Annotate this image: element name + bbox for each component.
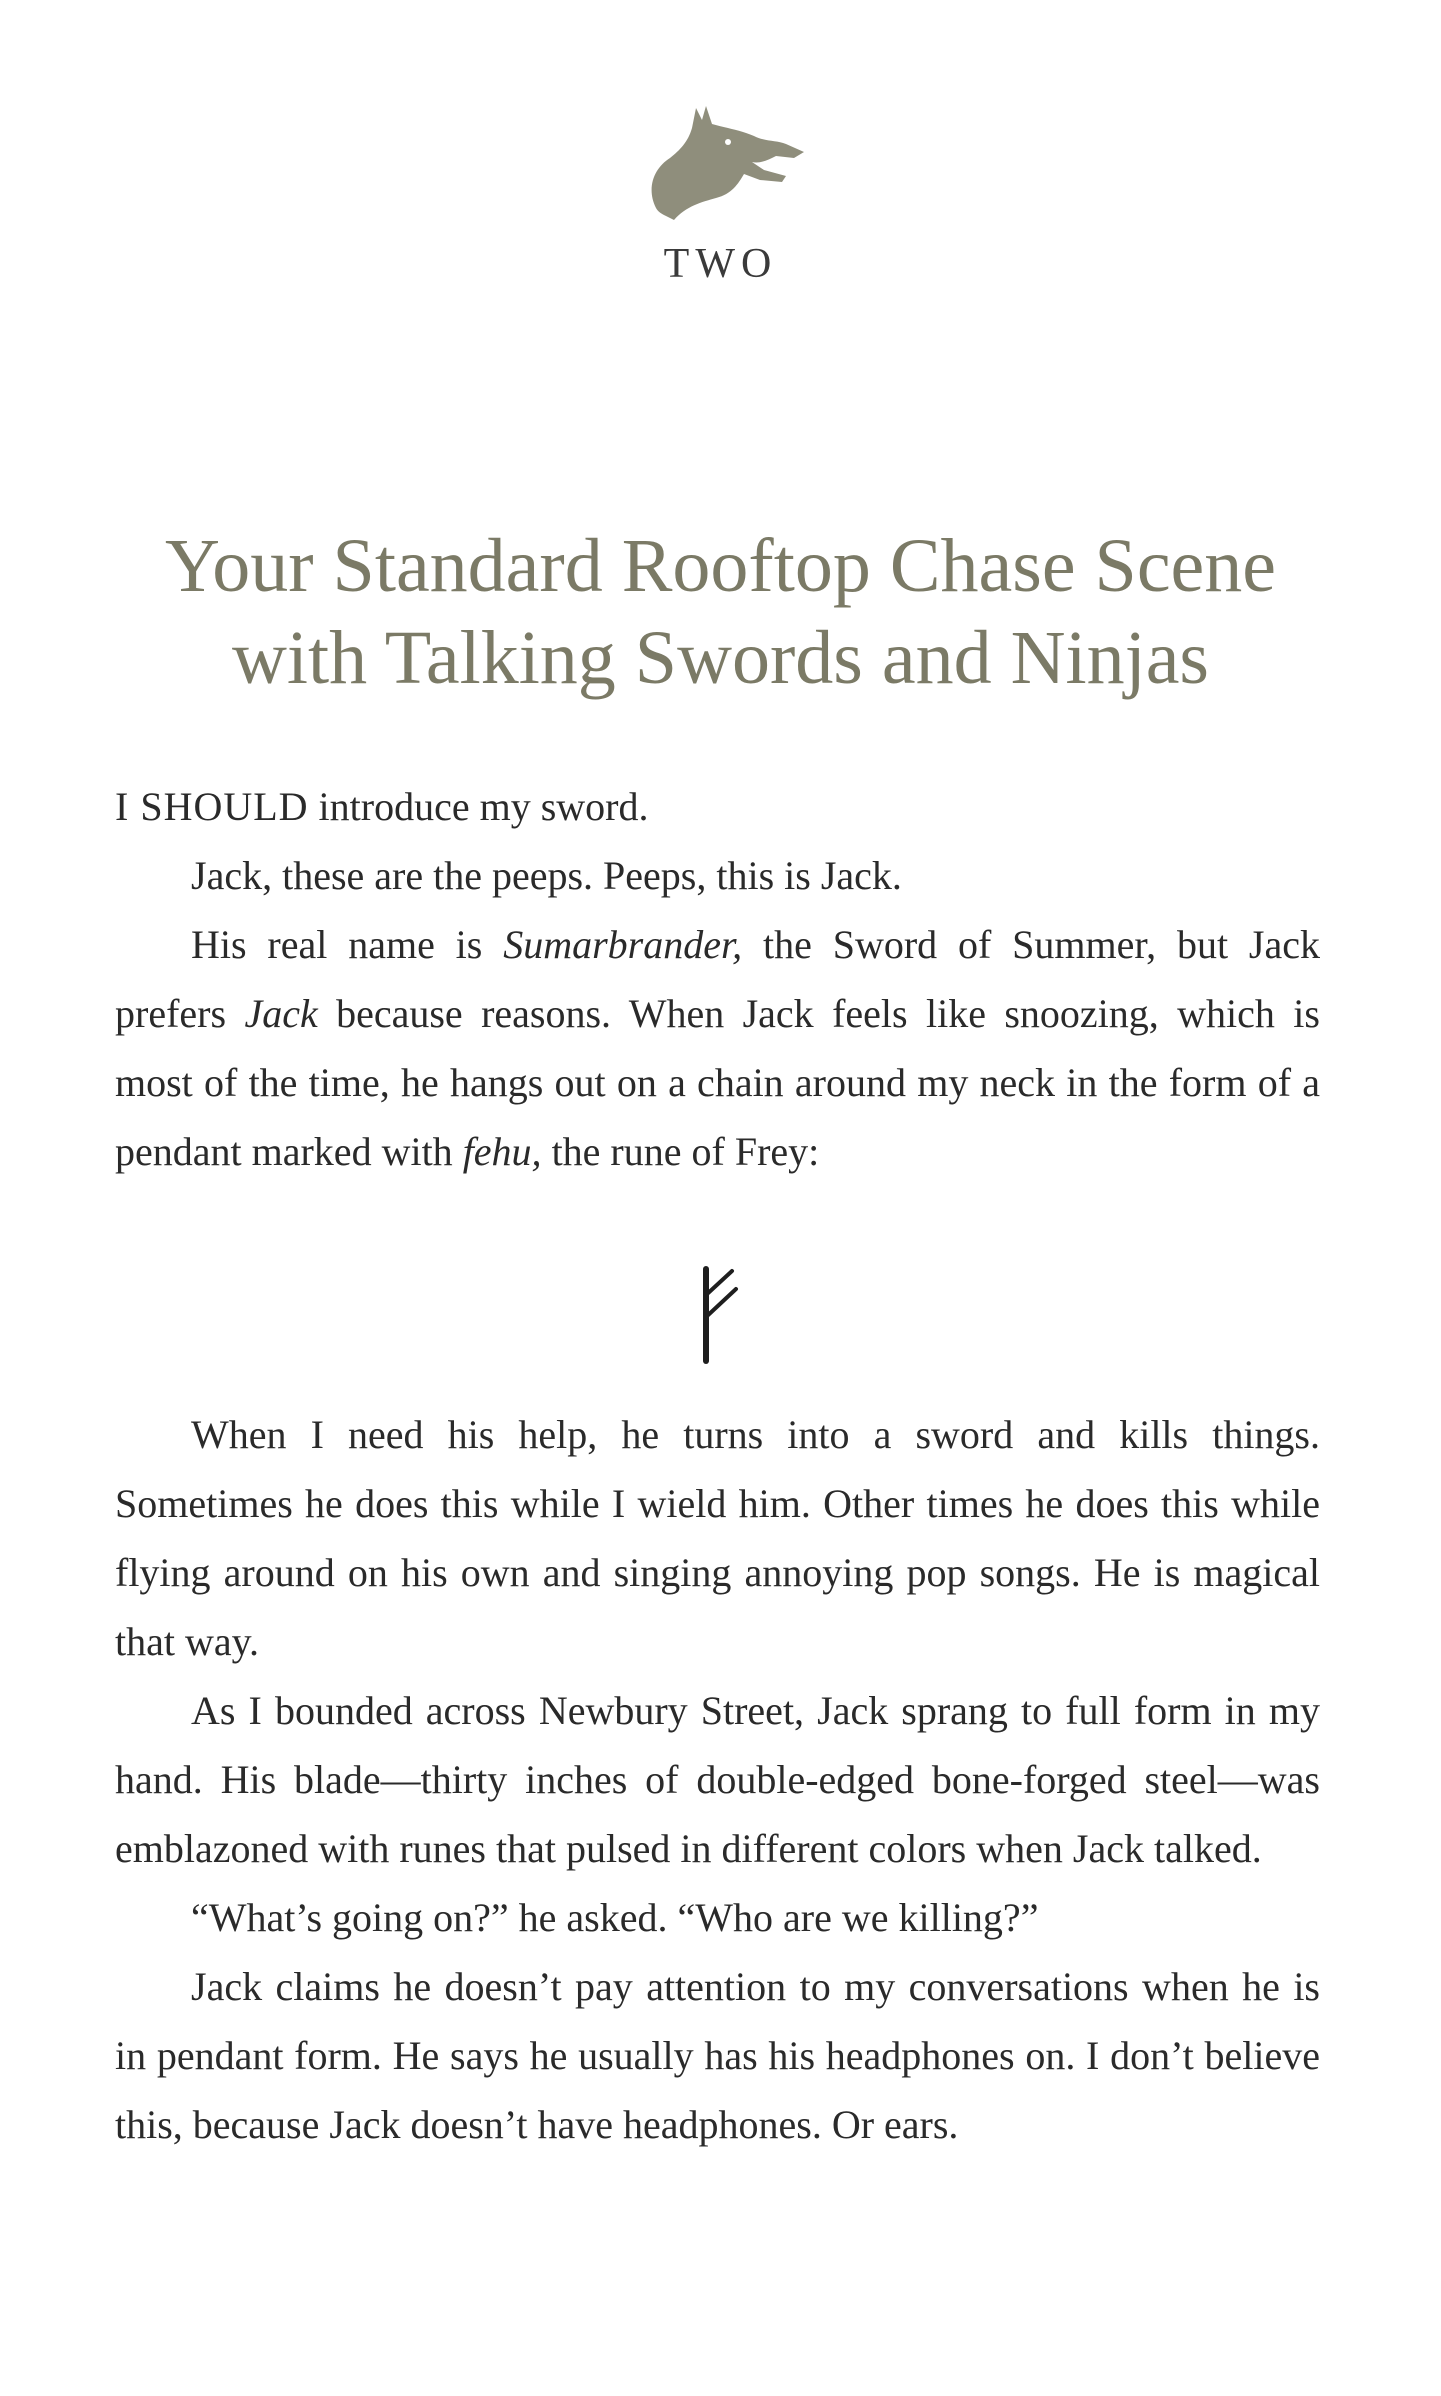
chapter-number: TWO (663, 241, 778, 287)
chapter-title (100, 520, 1341, 704)
paragraph: Jack, these are the peeps. Peeps, this is Jack. (191, 853, 902, 898)
body-text-after-rune (115, 1400, 1320, 2159)
paragraph: “What’s going on?” he asked. “Who are we killing?” (191, 1895, 1039, 1940)
body-text-before-rune (115, 772, 1320, 1186)
chapter-title-line-2: with Talking Swords and Ninjas (231, 616, 1209, 700)
paragraph: When I need his help, he turns into a sword and kills things. Sometimes he does this while I wield him. Other times he does this while flying around on his own and singing annoying pop songs. He is magical that way. (115, 1412, 1320, 1664)
chapter-title-line-1: Your Standard Rooftop Chase Scene (164, 524, 1277, 608)
paragraph: Jack claims he doesn’t pay attention to my conversations when he is in pendant form. He says he usually has his headphones on. I don’t believe this, because Jack doesn’t have headphones. Or ears. (115, 1964, 1320, 2147)
paragraph: I SHOULD introduce my sword. (115, 784, 649, 829)
wolf-head-icon (636, 98, 812, 226)
paragraph: As I bounded across Newbury Street, Jack sprang to full form in my hand. His blade—thirty inches of double-edged bone-forged steel—was emblazoned with runes that pulsed in different colors when Jack talked. (115, 1688, 1320, 1871)
fehu-rune-icon (0, 1265, 1441, 1365)
paragraph: His real name is Sumarbrander, the Sword of Summer, but Jack prefers Jack because reasons. When Jack feels like snoozing, which is most of the time, he hangs out on a chain around my neck in the form of a pendant marked with fehu, the rune of Frey: (115, 922, 1320, 1174)
